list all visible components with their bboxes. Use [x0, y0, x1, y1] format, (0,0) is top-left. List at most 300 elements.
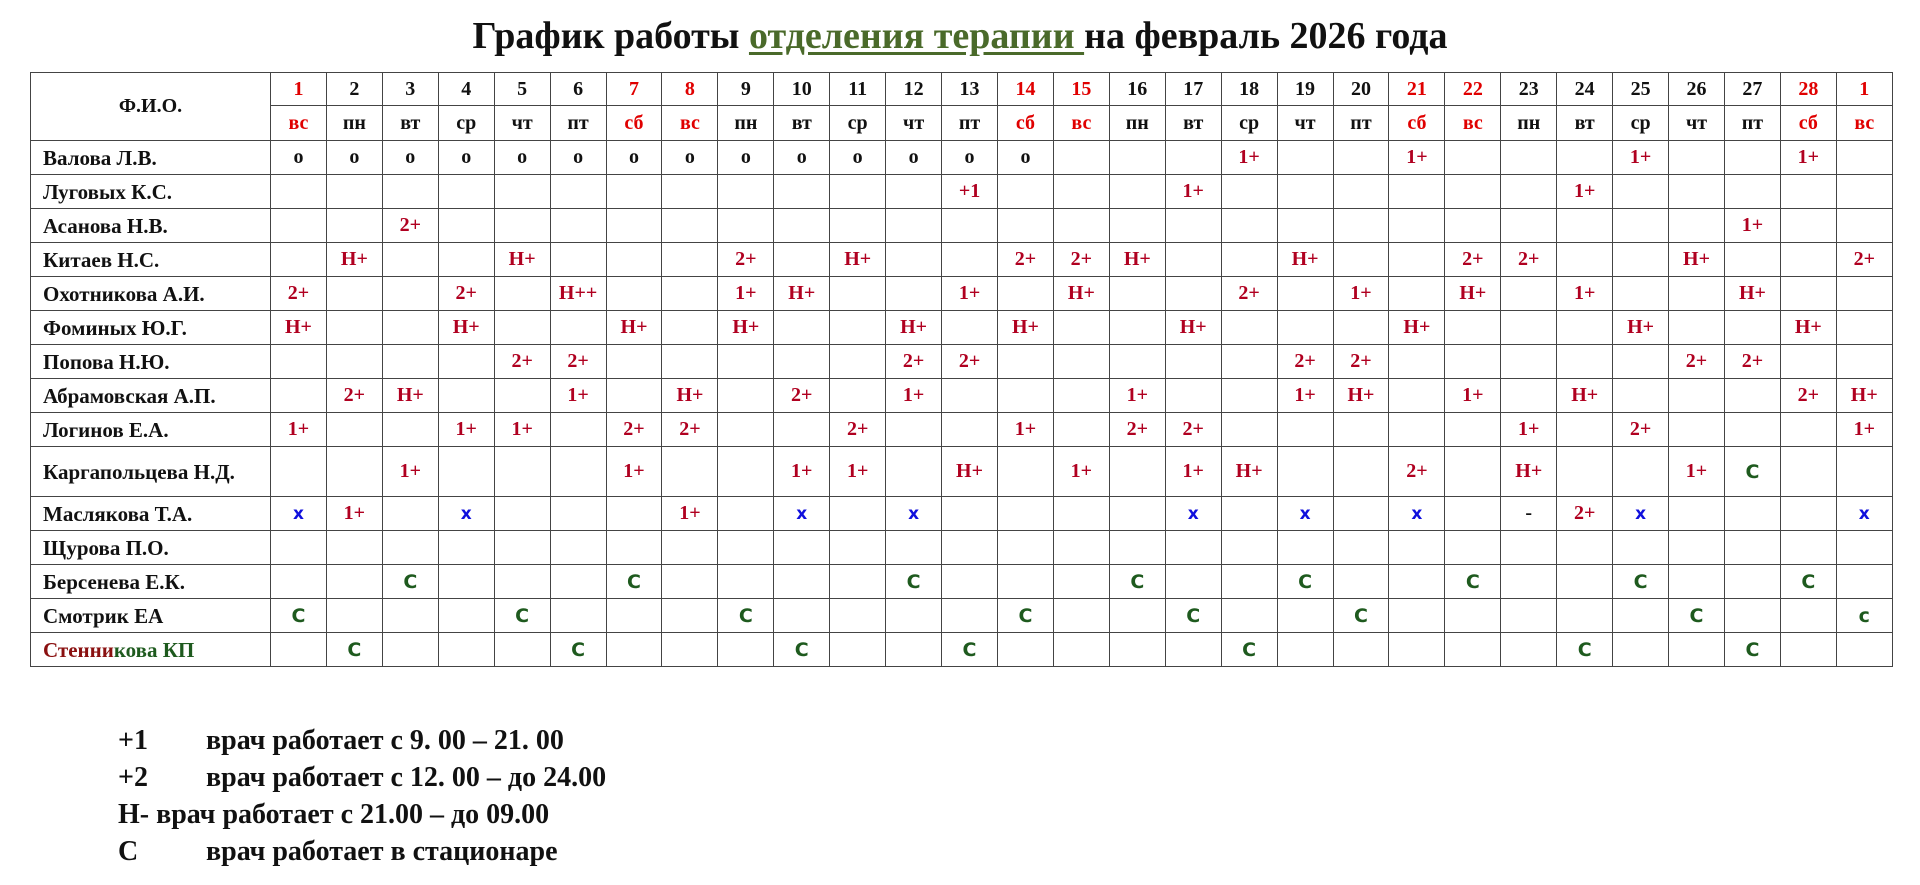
shift-cell — [1613, 531, 1669, 565]
day-number: 20 — [1333, 73, 1389, 106]
shift-cell: 1+ — [1333, 277, 1389, 311]
shift-cell — [550, 243, 606, 277]
shift-cell — [606, 531, 662, 565]
shift-cell — [1277, 633, 1333, 667]
shift-cell — [1724, 565, 1780, 599]
doctor-name: Щурова П.О. — [31, 531, 271, 565]
shift-cell — [1277, 175, 1333, 209]
table-row — [31, 413, 1893, 447]
shift-cell — [1780, 175, 1836, 209]
shift-cell — [1333, 497, 1389, 531]
shift-cell: 2+ — [1277, 345, 1333, 379]
shift-cell — [774, 311, 830, 345]
table-row — [31, 345, 1893, 379]
shift-cell: Н+ — [662, 379, 718, 413]
shift-cell — [718, 175, 774, 209]
shift-cell: Н+ — [997, 311, 1053, 345]
shift-cell — [494, 379, 550, 413]
shift-cell: Н+ — [1053, 277, 1109, 311]
weekday-label: вт — [774, 106, 830, 141]
shift-cell — [1053, 141, 1109, 175]
shift-cell: С — [1445, 565, 1501, 599]
shift-cell: 1+ — [1277, 379, 1333, 413]
shift-cell — [1613, 209, 1669, 243]
shift-cell: 1+ — [1109, 379, 1165, 413]
shift-cell: 2+ — [271, 277, 327, 311]
doctor-name: Абрамовская А.П. — [31, 379, 271, 413]
table-row — [31, 277, 1893, 311]
shift-cell: Н+ — [494, 243, 550, 277]
weekday-label: вс — [1836, 106, 1892, 141]
shift-cell: 1+ — [1165, 175, 1221, 209]
shift-cell — [1109, 497, 1165, 531]
shift-cell: 1+ — [438, 413, 494, 447]
shift-cell — [1445, 447, 1501, 497]
shift-cell — [942, 599, 998, 633]
doctor-name: Фоминых Ю.Г. — [31, 311, 271, 345]
legend-item — [118, 833, 606, 870]
shift-cell: Н+ — [1501, 447, 1557, 497]
shift-cell: 1+ — [662, 497, 718, 531]
table-row — [31, 175, 1893, 209]
shift-cell — [1724, 243, 1780, 277]
shift-cell — [1836, 175, 1892, 209]
shift-cell — [774, 565, 830, 599]
shift-cell — [662, 531, 718, 565]
shift-cell — [438, 379, 494, 413]
shift-cell: х — [886, 497, 942, 531]
shift-cell — [1836, 141, 1892, 175]
shift-cell — [718, 447, 774, 497]
shift-cell — [326, 413, 382, 447]
shift-cell — [1501, 345, 1557, 379]
shift-cell: х — [438, 497, 494, 531]
weekday-label: вс — [1053, 106, 1109, 141]
shift-cell — [1053, 497, 1109, 531]
shift-cell — [1109, 277, 1165, 311]
shift-cell — [1333, 175, 1389, 209]
shift-cell — [1165, 141, 1221, 175]
shift-cell — [886, 599, 942, 633]
shift-cell — [1613, 277, 1669, 311]
shift-cell: С — [271, 599, 327, 633]
shift-cell — [1780, 599, 1836, 633]
day-number: 10 — [774, 73, 830, 106]
shift-cell — [1557, 311, 1613, 345]
shift-cell — [438, 531, 494, 565]
shift-cell — [774, 599, 830, 633]
weekday-label: чт — [494, 106, 550, 141]
shift-cell — [1389, 175, 1445, 209]
shift-cell — [718, 531, 774, 565]
title-suffix: на февраль 2026 года — [1084, 15, 1448, 57]
shift-cell — [1277, 531, 1333, 565]
shift-cell: х — [1277, 497, 1333, 531]
shift-cell: Н+ — [1557, 379, 1613, 413]
shift-cell — [1613, 345, 1669, 379]
shift-cell: Н+ — [886, 311, 942, 345]
shift-cell — [1724, 413, 1780, 447]
shift-cell — [1333, 209, 1389, 243]
shift-cell — [1669, 209, 1725, 243]
shift-cell: 2+ — [326, 379, 382, 413]
shift-cell — [1389, 633, 1445, 667]
shift-cell — [1501, 175, 1557, 209]
shift-cell — [1165, 565, 1221, 599]
shift-cell — [1277, 311, 1333, 345]
day-number: 18 — [1221, 73, 1277, 106]
weekday-label: вт — [1557, 106, 1613, 141]
fio-header: Ф.И.О. — [31, 73, 271, 141]
day-number: 7 — [606, 73, 662, 106]
table-row — [31, 565, 1893, 599]
shift-cell: С — [382, 565, 438, 599]
shift-cell — [1389, 277, 1445, 311]
shift-cell — [997, 447, 1053, 497]
shift-cell — [886, 447, 942, 497]
shift-cell — [662, 633, 718, 667]
shift-cell: 1+ — [1557, 277, 1613, 311]
shift-cell — [326, 209, 382, 243]
shift-cell — [1165, 209, 1221, 243]
weekday-label: пн — [326, 106, 382, 141]
shift-cell — [438, 599, 494, 633]
shift-cell — [1724, 175, 1780, 209]
shift-cell — [830, 209, 886, 243]
shift-cell — [1333, 447, 1389, 497]
shift-cell — [1053, 311, 1109, 345]
table-row — [31, 599, 1893, 633]
shift-cell: 2+ — [1501, 243, 1557, 277]
day-number: 6 — [550, 73, 606, 106]
shift-cell — [997, 531, 1053, 565]
shift-cell — [1445, 311, 1501, 345]
shift-cell: с — [1836, 599, 1892, 633]
shift-cell: С — [550, 633, 606, 667]
shift-cell — [1724, 141, 1780, 175]
page-title — [0, 8, 1920, 64]
shift-cell — [1445, 633, 1501, 667]
shift-cell — [1836, 209, 1892, 243]
shift-cell — [438, 345, 494, 379]
shift-cell — [886, 413, 942, 447]
shift-cell: 2+ — [1557, 497, 1613, 531]
shift-cell — [1053, 209, 1109, 243]
shift-cell — [271, 345, 327, 379]
shift-cell — [718, 565, 774, 599]
shift-cell: 2+ — [1221, 277, 1277, 311]
shift-cell: о — [997, 141, 1053, 175]
doctor-name: Каргапольцева Н.Д. — [31, 447, 271, 497]
legend-code: Н- — [118, 799, 150, 830]
shift-cell — [1165, 633, 1221, 667]
shift-cell — [662, 277, 718, 311]
shift-cell: 1+ — [1836, 413, 1892, 447]
shift-cell: о — [774, 141, 830, 175]
table-row — [31, 311, 1893, 345]
shift-cell — [830, 345, 886, 379]
shift-cell — [662, 345, 718, 379]
shift-cell: Н+ — [1277, 243, 1333, 277]
shift-cell: 1+ — [1389, 141, 1445, 175]
shift-cell — [718, 345, 774, 379]
shift-cell: 1+ — [1669, 447, 1725, 497]
shift-cell — [1333, 311, 1389, 345]
shift-cell — [1724, 311, 1780, 345]
shift-cell — [1836, 277, 1892, 311]
shift-cell — [1221, 379, 1277, 413]
shift-cell: 1+ — [1613, 141, 1669, 175]
shift-cell — [1613, 243, 1669, 277]
shift-cell — [662, 447, 718, 497]
shift-cell — [1557, 531, 1613, 565]
shift-cell: 1+ — [1221, 141, 1277, 175]
title-department-link[interactable]: отделения терапии — [748, 15, 1085, 57]
shift-cell — [662, 311, 718, 345]
shift-cell: о — [886, 141, 942, 175]
doctor-name: Китаев Н.С. — [31, 243, 271, 277]
shift-cell — [1780, 413, 1836, 447]
shift-cell — [997, 175, 1053, 209]
weekday-label: ср — [1221, 106, 1277, 141]
shift-cell — [1445, 497, 1501, 531]
shift-cell — [1557, 447, 1613, 497]
shift-cell — [1557, 565, 1613, 599]
shift-cell — [550, 531, 606, 565]
shift-cell — [1109, 345, 1165, 379]
shift-cell: 1+ — [494, 413, 550, 447]
shift-cell — [326, 345, 382, 379]
shift-cell: о — [438, 141, 494, 175]
shift-cell — [1389, 531, 1445, 565]
shift-cell — [718, 379, 774, 413]
legend-text: врач работает с 12. 00 – до 24.00 — [206, 762, 607, 793]
shift-cell — [1445, 175, 1501, 209]
shift-cell: Н+ — [1165, 311, 1221, 345]
shift-cell — [1389, 565, 1445, 599]
shift-cell — [1053, 379, 1109, 413]
shift-cell: 1+ — [271, 413, 327, 447]
shift-cell — [1221, 175, 1277, 209]
legend-item — [118, 796, 606, 833]
shift-cell — [382, 175, 438, 209]
day-number: 8 — [662, 73, 718, 106]
shift-cell — [326, 447, 382, 497]
shift-cell: 1+ — [606, 447, 662, 497]
shift-cell: 1+ — [830, 447, 886, 497]
shift-cell: Н+ — [1669, 243, 1725, 277]
shift-cell — [1557, 413, 1613, 447]
schedule-body — [31, 141, 1893, 667]
shift-cell — [606, 633, 662, 667]
shift-cell: Н+ — [606, 311, 662, 345]
shift-cell: Н+ — [1613, 311, 1669, 345]
shift-cell: о — [942, 141, 998, 175]
shift-cell: 2+ — [1165, 413, 1221, 447]
shift-cell — [1389, 413, 1445, 447]
shift-cell: С — [774, 633, 830, 667]
shift-cell: 1+ — [942, 277, 998, 311]
shift-cell — [1053, 565, 1109, 599]
legend-text: врач работает в стационаре — [206, 836, 558, 867]
schedule-table — [30, 72, 1893, 667]
shift-cell — [942, 413, 998, 447]
shift-cell — [1445, 531, 1501, 565]
shift-cell — [1109, 447, 1165, 497]
shift-cell — [1613, 379, 1669, 413]
shift-cell: С — [606, 565, 662, 599]
weekday-label: вт — [1165, 106, 1221, 141]
shift-cell: Н+ — [942, 447, 998, 497]
shift-cell: Н+ — [718, 311, 774, 345]
doctor-name-part: кова КП — [113, 637, 195, 662]
shift-cell — [606, 243, 662, 277]
weekday-label: сб — [606, 106, 662, 141]
weekday-label: вт — [382, 106, 438, 141]
header-days-row — [31, 73, 1893, 106]
shift-cell: 1+ — [1501, 413, 1557, 447]
shift-cell: С — [1165, 599, 1221, 633]
shift-cell: х — [1836, 497, 1892, 531]
shift-cell — [1333, 565, 1389, 599]
shift-cell — [1780, 447, 1836, 497]
shift-cell — [271, 447, 327, 497]
shift-cell — [1053, 175, 1109, 209]
shift-cell — [1501, 209, 1557, 243]
doctor-name: Смотрик ЕА — [31, 599, 271, 633]
shift-cell — [1221, 565, 1277, 599]
shift-cell — [1613, 175, 1669, 209]
weekday-label: пт — [1333, 106, 1389, 141]
shift-cell: Н+ — [271, 311, 327, 345]
shift-cell — [326, 311, 382, 345]
weekday-label: пн — [718, 106, 774, 141]
shift-cell: 2+ — [774, 379, 830, 413]
shift-cell: х — [271, 497, 327, 531]
shift-cell — [718, 497, 774, 531]
shift-cell — [774, 175, 830, 209]
shift-cell — [382, 413, 438, 447]
shift-cell: 1+ — [774, 447, 830, 497]
shift-cell: Н+ — [1724, 277, 1780, 311]
shift-cell — [1836, 447, 1892, 497]
shift-cell — [1109, 531, 1165, 565]
shift-cell — [606, 345, 662, 379]
shift-cell — [326, 531, 382, 565]
shift-cell: 2+ — [1109, 413, 1165, 447]
shift-cell — [1277, 209, 1333, 243]
table-row — [31, 447, 1893, 497]
shift-cell — [774, 243, 830, 277]
shift-cell: о — [494, 141, 550, 175]
shift-cell — [606, 209, 662, 243]
shift-cell — [774, 345, 830, 379]
shift-cell — [1277, 141, 1333, 175]
shift-cell — [1389, 209, 1445, 243]
shift-cell: Н+ — [830, 243, 886, 277]
shift-cell — [1109, 209, 1165, 243]
doctor-name — [31, 633, 271, 667]
shift-cell: х — [774, 497, 830, 531]
shift-cell — [997, 345, 1053, 379]
shift-cell: 2+ — [1333, 345, 1389, 379]
shift-cell — [942, 565, 998, 599]
day-number: 27 — [1724, 73, 1780, 106]
shift-cell: 2+ — [1389, 447, 1445, 497]
shift-cell — [1780, 345, 1836, 379]
shift-cell — [1501, 565, 1557, 599]
shift-cell — [494, 531, 550, 565]
shift-cell — [438, 243, 494, 277]
shift-cell — [886, 531, 942, 565]
shift-cell: 2+ — [606, 413, 662, 447]
shift-cell — [606, 277, 662, 311]
day-number: 5 — [494, 73, 550, 106]
shift-cell — [1613, 447, 1669, 497]
shift-cell — [662, 209, 718, 243]
shift-cell — [550, 413, 606, 447]
shift-cell — [382, 277, 438, 311]
shift-cell: Н+ — [1333, 379, 1389, 413]
shift-cell: Н+ — [1780, 311, 1836, 345]
shift-cell — [1389, 379, 1445, 413]
shift-cell — [1333, 633, 1389, 667]
shift-cell — [606, 599, 662, 633]
shift-cell — [271, 243, 327, 277]
shift-cell — [1221, 531, 1277, 565]
table-row — [31, 379, 1893, 413]
shift-cell — [271, 175, 327, 209]
shift-cell — [1669, 497, 1725, 531]
day-number: 25 — [1613, 73, 1669, 106]
shift-cell: 2+ — [1613, 413, 1669, 447]
shift-cell — [1053, 599, 1109, 633]
shift-cell — [606, 497, 662, 531]
shift-cell — [1669, 565, 1725, 599]
shift-cell — [886, 243, 942, 277]
shift-cell — [1501, 379, 1557, 413]
shift-cell — [1165, 379, 1221, 413]
shift-cell — [494, 209, 550, 243]
table-row — [31, 209, 1893, 243]
day-number: 1 — [1836, 73, 1892, 106]
shift-cell — [1836, 633, 1892, 667]
shift-cell: 2+ — [830, 413, 886, 447]
shift-cell: 2+ — [942, 345, 998, 379]
shift-cell — [1501, 633, 1557, 667]
shift-cell — [1053, 413, 1109, 447]
doctor-name: Асанова Н.В. — [31, 209, 271, 243]
shift-cell — [942, 379, 998, 413]
legend-item — [118, 759, 606, 796]
table-row — [31, 497, 1893, 531]
shift-cell — [1780, 209, 1836, 243]
shift-cell: С — [1724, 633, 1780, 667]
shift-cell — [830, 565, 886, 599]
shift-cell — [382, 599, 438, 633]
weekday-label: вс — [662, 106, 718, 141]
shift-cell — [1836, 565, 1892, 599]
shift-cell — [1109, 599, 1165, 633]
shift-cell — [1221, 413, 1277, 447]
shift-cell — [1780, 497, 1836, 531]
day-number: 17 — [1165, 73, 1221, 106]
shift-cell: о — [271, 141, 327, 175]
day-number: 1 — [271, 73, 327, 106]
shift-cell: 2+ — [1724, 345, 1780, 379]
shift-cell: С — [718, 599, 774, 633]
shift-cell — [1724, 497, 1780, 531]
